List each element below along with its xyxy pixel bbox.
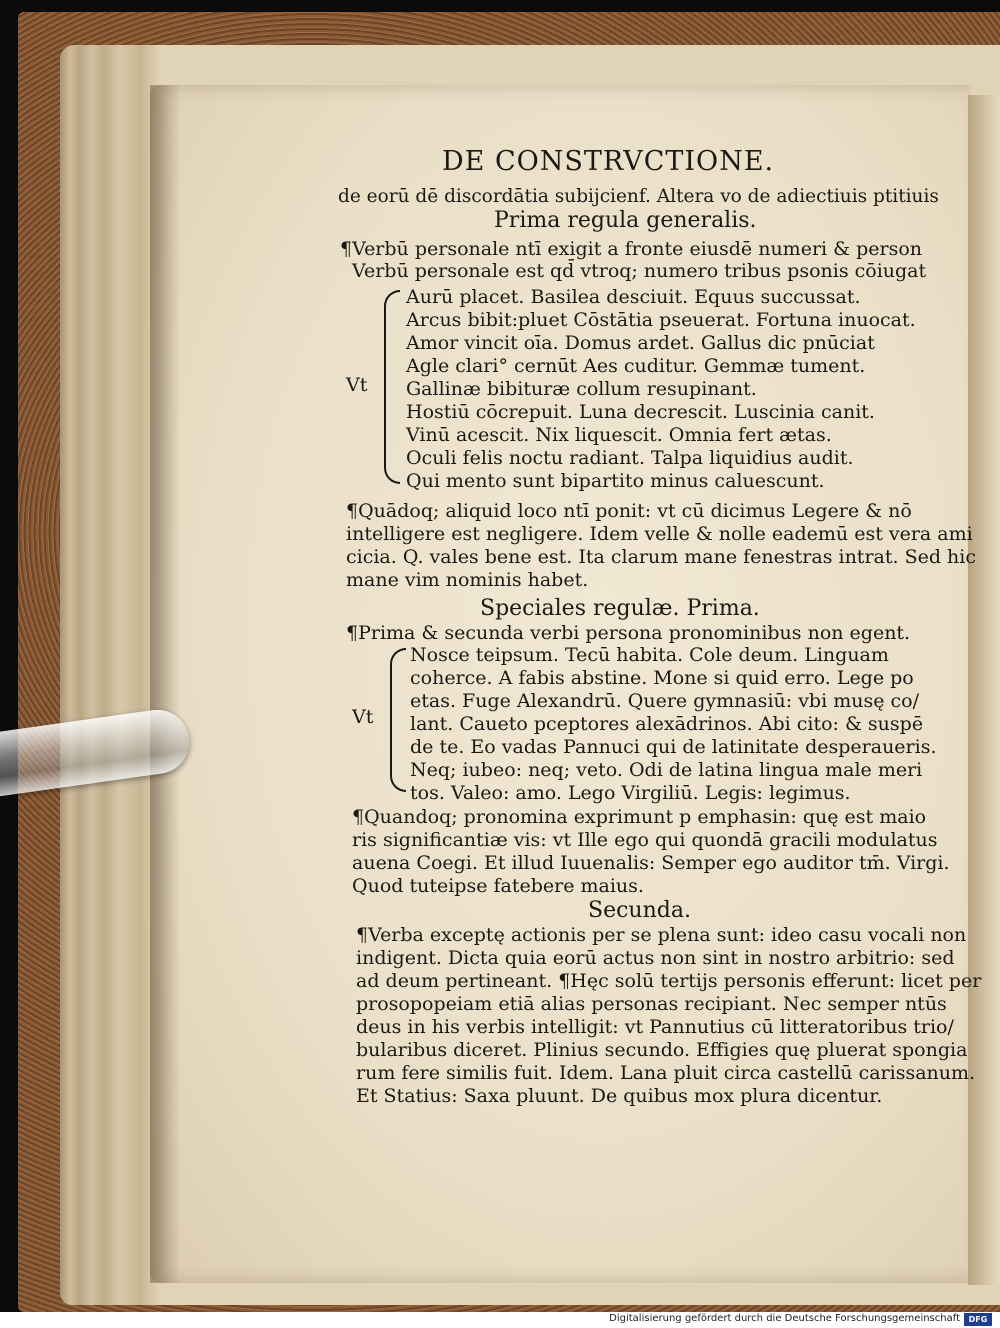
paragraph-line: rum fere similis fuit. Idem. Lana pluit circa castellū carissanum. (356, 1062, 976, 1084)
example-line: lant. Caueto pceptores alexādrinos. Abi cito: & suspē (410, 713, 924, 735)
example-line: tos. Valeo: amo. Lego Virgiliū. Legis: legimus. (410, 782, 851, 804)
footer-credit: Digitalisierung gefördert durch die Deutsche Forschungsgemeinschaft (609, 1313, 960, 1324)
intro-line: de eorū dē discordātia subijcienf. Altera vo de adiectiuis ptitiuis (338, 186, 939, 207)
paragraph-line: mane vim nominis habet. (346, 569, 589, 591)
rule-line: Verbū personale est qd̄ vtroq; numero tribus psonis cōiugat (352, 260, 927, 282)
example-line: Nosce teipsum. Tecū habita. Cole deum. Linguam (410, 644, 889, 666)
paragraph-line: ris significantiæ vis: vt Ille ego qui quondā gracili modulatus (352, 829, 938, 851)
paragraph-line: intelligere est negligere. Idem velle & nolle eademū est vera ami (346, 523, 973, 545)
example-line: Amor vincit oīa. Domus ardet. Gallus dic pnūciat (406, 332, 875, 354)
example-line: Gallinæ bibituræ collum resupinant. (406, 378, 757, 400)
gutter-shadow (150, 85, 180, 1283)
paragraph-line: prosopopeiam etiā alias personas recipiant. Nec semper ntūs (356, 993, 947, 1015)
paragraph-line: cicia. Q. vales bene est. Ita clarum mane fenestras intrat. Sed hic (346, 546, 976, 568)
page-title: DE CONSTRVCTIONE. (442, 146, 775, 177)
paragraph-line: deus in his verbis intelligit: vt Pannutius cū litteratoribus trio/ (356, 1016, 954, 1038)
paragraph-line: indigent. Dicta quia eorū actus non sint in nostro arbitrio: sed (356, 947, 955, 969)
section-heading-1: Prima regula generalis. (494, 208, 757, 233)
example-line: Oculi felis noctu radiant. Talpa liquidius audit. (406, 447, 854, 469)
paragraph-line: ¶Quandoq; pronomina exprimunt p emphasin: quę est maio (352, 806, 927, 828)
example-line: Vinū acescit. Nix liquescit. Omnia fert ætas. (406, 424, 832, 446)
rule-line: ¶Prima & secunda verbi persona pronominibus non egent. (346, 622, 911, 644)
brace (384, 290, 400, 484)
dfg-logo: DFG (964, 1313, 992, 1326)
example-line: de te. Eo vadas Pannuci qui de latinitate desperaueris. (410, 736, 937, 758)
example-line: coherce. A fabis abstine. Mone si quid erro. Lege po (410, 667, 914, 689)
example-line: Hostiū cōcrepuit. Luna decrescit. Luscinia canit. (406, 401, 875, 423)
paragraph-line: Quod tuteipse fatebere maius. (352, 875, 644, 897)
section-heading-3: Secunda. (588, 898, 691, 923)
example-line: Arcus bibit:pluet Cōstātia pseuerat. Fortuna inuocat. (406, 309, 916, 331)
example-line: etas. Fuge Alexandrū. Quere gymnasiū: vbi musę co/ (410, 690, 919, 712)
paragraph-line: ¶Verba exceptę actionis per se plena sunt: ideo casu vocali non (356, 924, 967, 946)
rule-line: ¶Verbū personale ntī exigit a fronte eiusdē numeri & person (340, 238, 923, 260)
paragraph-line: bularibus diceret. Plinius secundo. Effigies quę pluerat spongia (356, 1039, 968, 1061)
example-line: Agle clari° cernūt Aes cuditur. Gemmæ tument. (406, 355, 866, 377)
vt-label: Vt (346, 374, 368, 396)
facing-page-edge (968, 95, 1000, 1285)
example-line: Aurū placet. Basilea desciuit. Equus succussat. (406, 286, 861, 308)
paragraph-line: auena Coegi. Et illud Iuuenalis: Semper ego auditor tm̄. Virgi. (352, 852, 950, 874)
paragraph-line: ¶Quādoq; aliquid loco ntī ponit: vt cū dicimus Legere & nō (346, 500, 912, 522)
brace (390, 648, 406, 792)
section-heading-2: Speciales regulæ. Prima. (480, 596, 760, 621)
example-line: Neq; iubeo: neq; veto. Odi de latina lingua male meri (410, 759, 923, 781)
paragraph-line: Et Statius: Saxa pluunt. De quibus mox plura dicentur. (356, 1085, 883, 1107)
vt-label: Vt (352, 706, 374, 728)
paragraph-line: ad deum pertineant. ¶Hęc solū tertijs personis efferunt: licet per (356, 970, 982, 992)
example-line: Qui mento sunt bipartito minus caluescunt. (406, 470, 825, 492)
